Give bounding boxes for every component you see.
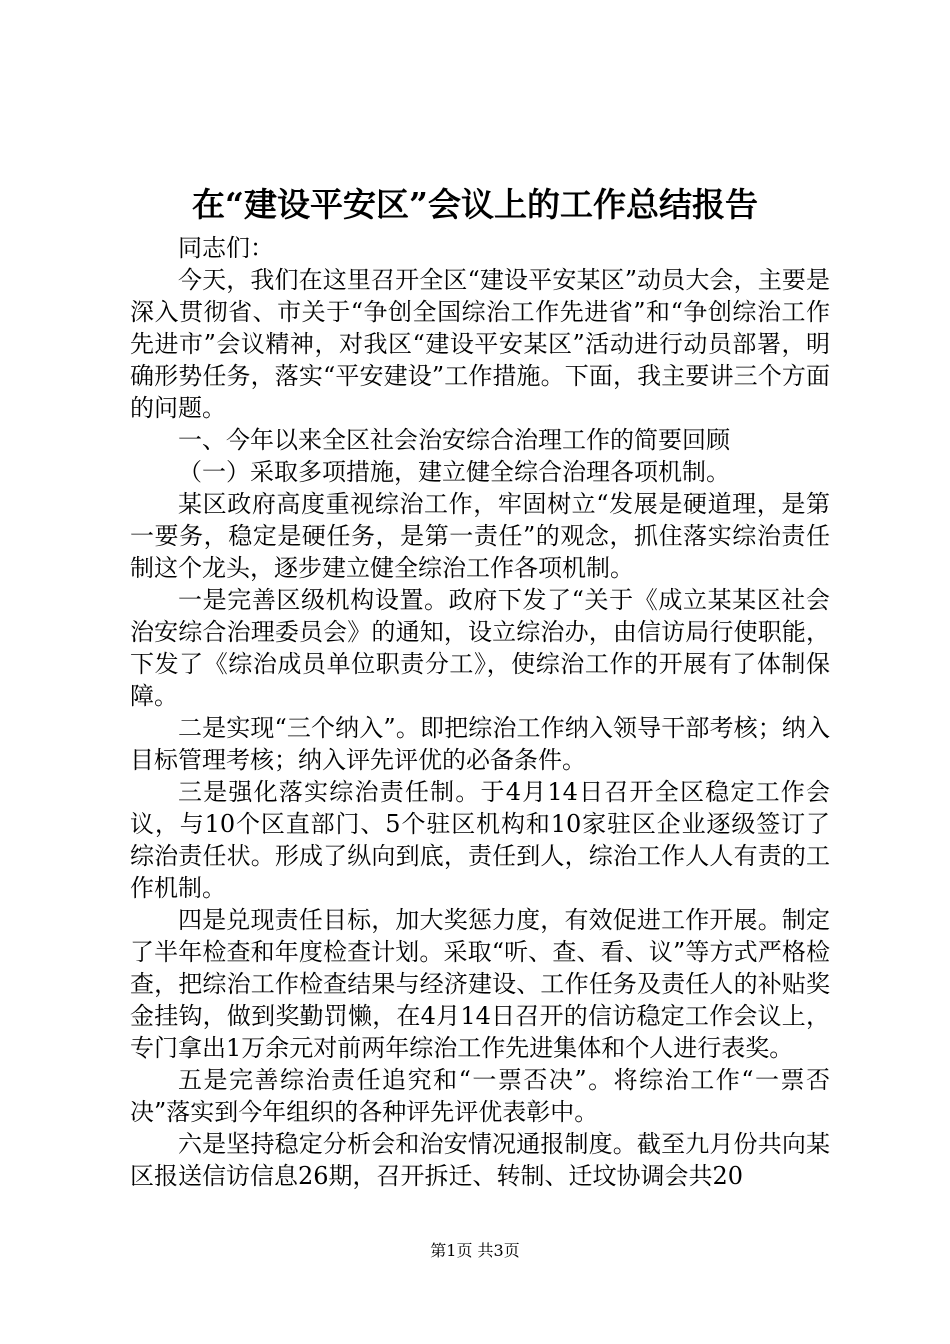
body-paragraph: 三是强化落实综治责任制。于4月14日召开全区稳定工作会议，与10个区直部门、5个驻区机构和10家驻区企业逐级签订了综治责任状。形成了纵向到底，责任到人，综治工作人人有责的工作机制。 (130, 778, 830, 902)
page-number-footer: 第1页 共3页 (430, 1241, 520, 1260)
document-title: 在“建设平安区”会议上的工作总结报告 (192, 185, 758, 224)
body-paragraph: 五是完善综治责任追究和“一票否决”。将综治工作“一票否决”落实到今年组织的各种评先评优表彰中。 (130, 1066, 830, 1126)
section-heading: 一、今年以来全区社会治安综合治理工作的简要回顾 (178, 426, 730, 454)
document-body (130, 232, 830, 1192)
body-paragraph: 今天，我们在这里召开全区“建设平安某区”动员大会，主要是深入贯彻省、市关于“争创全国综治工作先进省”和“争创综治工作先进市”会议精神，对我区“建设平安某区”活动进行动员部署，明确形势任务，落实“平安建设”工作措施。下面，我主要讲三个方面的问题。 (130, 266, 830, 422)
body-paragraph: 四是兑现责任目标，加大奖惩力度，有效促进工作开展。制定了半年检查和年度检查计划。采取“听、查、看、议”等方式严格检查，把综治工作检查结果与经济建设、工作任务及责任人的补贴奖金挂钩，做到奖勤罚懒，在4月14日召开的信访稳定工作会议上，专门拿出1万余元对前两年综治工作先进集体和个人进行表奖。 (130, 906, 830, 1062)
body-paragraph: 六是坚持稳定分析会和治安情况通报制度。截至九月份共向某区报送信访信息26期，召开拆迁、转制、迁坟协调会共20 (130, 1130, 830, 1190)
greeting-paragraph: 同志们： (178, 234, 274, 262)
body-paragraph: 某区政府高度重视综治工作，牢固树立“发展是硬道理，是第一要务，稳定是硬任务，是第一责任”的观念，抓住落实综治责任制这个龙头，逐步建立健全综治工作各项机制。 (130, 490, 830, 582)
body-paragraph: 二是实现“三个纳入”。即把综治工作纳入领导干部考核；纳入目标管理考核；纳入评先评优的必备条件。 (130, 714, 830, 774)
body-paragraph: 一是完善区级机构设置。政府下发了“关于《成立某某区社会治安综合治理委员会》的通知，设立综治办，由信访局行使职能，下发了《综治成员单位职责分工》，使综治工作的开展有了体制保障。 (130, 586, 830, 710)
subsection-heading: （一）采取多项措施，建立健全综合治理各项机制。 (178, 458, 730, 486)
